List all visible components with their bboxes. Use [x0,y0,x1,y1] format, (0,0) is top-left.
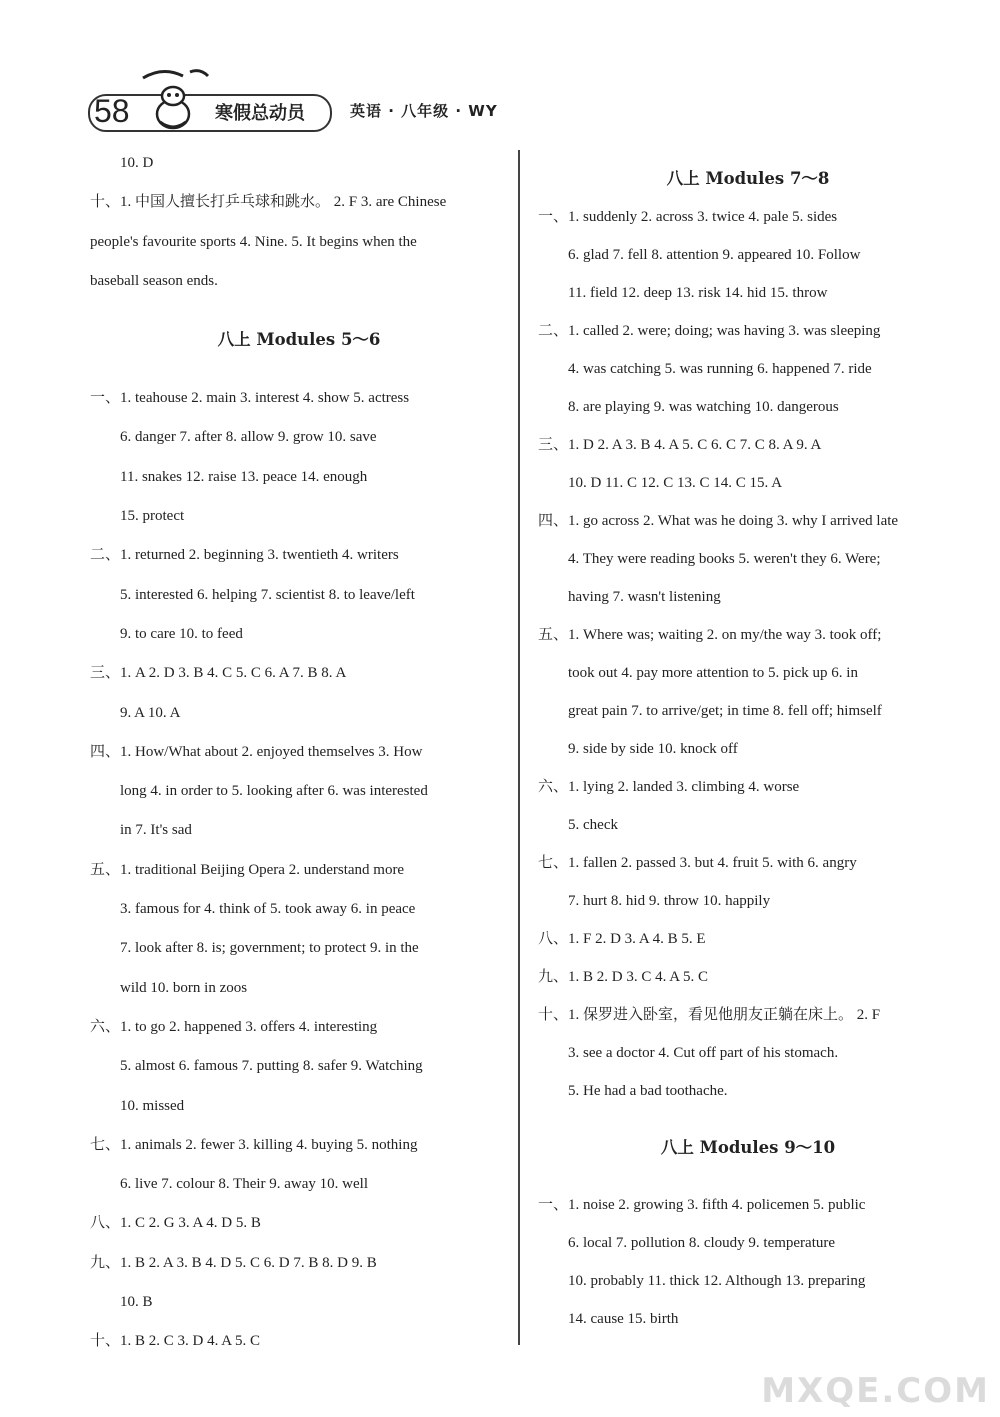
answer-line: 二、1. called 2. were; doing; was having 3. was sleeping [538,323,881,339]
left-answer-column [90,144,508,1362]
answer-line: 六、1. lying 2. landed 3. climbing 4. worse [538,779,800,795]
subject-label: 英语 · 八年级 · WY [350,102,498,120]
page-number: 58 [94,93,130,129]
answer-line: 11. field 12. deep 13. risk 14. hid 15. throw [568,285,828,301]
section-title: 八上 Modules 9～10 [660,1138,836,1157]
answer-line: 10. D [120,155,154,171]
answer-line: 四、1. How/What about 2. enjoyed themselves 3. How [90,743,423,760]
answer-line: 十、1. 中国人擅长打乒乓球和跳水。 2. F 3. are Chinese [90,194,447,211]
section-title: 八上 Modules 5～6 [217,330,381,350]
answer-line: took out 4. pay more attention to 5. pick up 6. in [568,665,858,681]
answer-line: 八、1. F 2. D 3. A 4. B 5. E [538,931,706,947]
answer-line: 14. cause 15. birth [568,1311,679,1327]
answer-line: 10. missed [120,1097,185,1114]
answer-line: 3. famous for 4. think of 5. took away 6. in peace [120,901,416,918]
answer-line: 一、1. teahouse 2. main 3. interest 4. show 5. actress [90,390,410,407]
answer-line: 9. A 10. A [120,704,181,721]
answer-line: 9. to care 10. to feed [120,625,243,642]
answer-line: in 7. It's sad [120,822,192,839]
answer-line: 九、1. B 2. D 3. C 4. A 5. C [538,969,709,985]
answer-line: 7. hurt 8. hid 9. throw 10. happily [568,893,771,909]
answer-line: 5. He had a bad toothache. [568,1083,728,1099]
mascot-icon [138,66,218,136]
answer-line: 7. look after 8. is; government; to protect 9. in the [120,940,419,957]
column-divider [518,150,520,1345]
answer-line: 11. snakes 12. raise 13. peace 14. enough [120,468,368,485]
answer-line: 10. B [120,1294,153,1311]
answer-line: 八、1. C 2. G 3. A 4. D 5. B [90,1215,261,1232]
answer-line: 5. interested 6. helping 7. scientist 8. to leave/left [120,586,415,603]
answer-line: 4. was catching 5. was running 6. happened 7. ride [568,361,872,377]
answer-line: 九、1. B 2. A 3. B 4. D 5. C 6. D 7. B 8. D 9. B [90,1254,377,1271]
answer-line: 5. check [568,817,618,833]
answer-line: 二、1. returned 2. beginning 3. twentieth 4. writers [90,547,399,564]
answer-line: 6. local 7. pollution 8. cloudy 9. temperature [568,1235,836,1251]
answer-line: 一、1. suddenly 2. across 3. twice 4. pale 5. sides [538,209,838,225]
answer-line: 6. live 7. colour 8. Their 9. away 10. well [120,1176,368,1193]
page-header [88,66,688,136]
answer-line: 一、1. noise 2. growing 3. fifth 4. policemen 5. public [538,1197,866,1213]
section-title: 八上 Modules 7～8 [666,169,830,188]
answer-line: 6. danger 7. after 8. allow 9. grow 10. save [120,429,377,446]
answer-line: 10. probably 11. thick 12. Although 13. preparing [568,1273,866,1289]
answer-line: 6. glad 7. fell 8. attention 9. appeared 10. Follow [568,247,861,263]
book-title: 寒假总动员 [215,103,305,124]
answer-line: 十、1. B 2. C 3. D 4. A 5. C [90,1333,261,1350]
answer-line: 4. They were reading books 5. weren't they 6. Were; [568,551,881,567]
answer-line: 三、1. A 2. D 3. B 4. C 5. C 6. A 7. B 8. A [90,665,347,682]
answer-line: 五、1. traditional Beijing Opera 2. understand more [90,861,405,878]
answer-line: 15. protect [120,508,185,525]
answer-line: 3. see a doctor 4. Cut off part of his stomach. [568,1045,839,1061]
answer-line: baseball season ends. [90,272,218,289]
answer-line: 五、1. Where was; waiting 2. on my/the way 3. took off; [538,627,882,643]
answer-line: 七、1. fallen 2. passed 3. but 4. fruit 5. with 6. angry [538,855,857,871]
answer-line: people's favourite sports 4. Nine. 5. It begins when the [90,233,417,250]
answer-line: 5. almost 6. famous 7. putting 8. safer 9. Watching [120,1058,423,1075]
answer-line: 十、1. 保罗进入卧室，看见他朋友正躺在床上。 2. F [538,1007,881,1023]
answer-line: 9. side by side 10. knock off [568,741,738,757]
answer-line: having 7. wasn't listening [568,589,721,605]
answer-line: 三、1. D 2. A 3. B 4. A 5. C 6. C 7. C 8. A 9. A [538,437,822,453]
answer-line: 8. are playing 9. was watching 10. dangerous [568,399,839,415]
answer-line: 七、1. animals 2. fewer 3. killing 4. buying 5. nothing [90,1136,418,1153]
answer-line: 四、1. go across 2. What was he doing 3. why I arrived late [538,513,899,529]
answer-line: great pain 7. to arrive/get; in time 8. fell off; himself [568,703,882,719]
answer-line: 六、1. to go 2. happened 3. offers 4. interesting [90,1018,378,1035]
answer-line: wild 10. born in zoos [120,979,248,996]
answer-line: 10. D 11. C 12. C 13. C 14. C 15. A [568,475,783,491]
right-answer-column [538,160,958,1338]
watermark: MXQE.COM [761,1371,990,1411]
answer-line: long 4. in order to 5. looking after 6. was interested [120,783,428,800]
